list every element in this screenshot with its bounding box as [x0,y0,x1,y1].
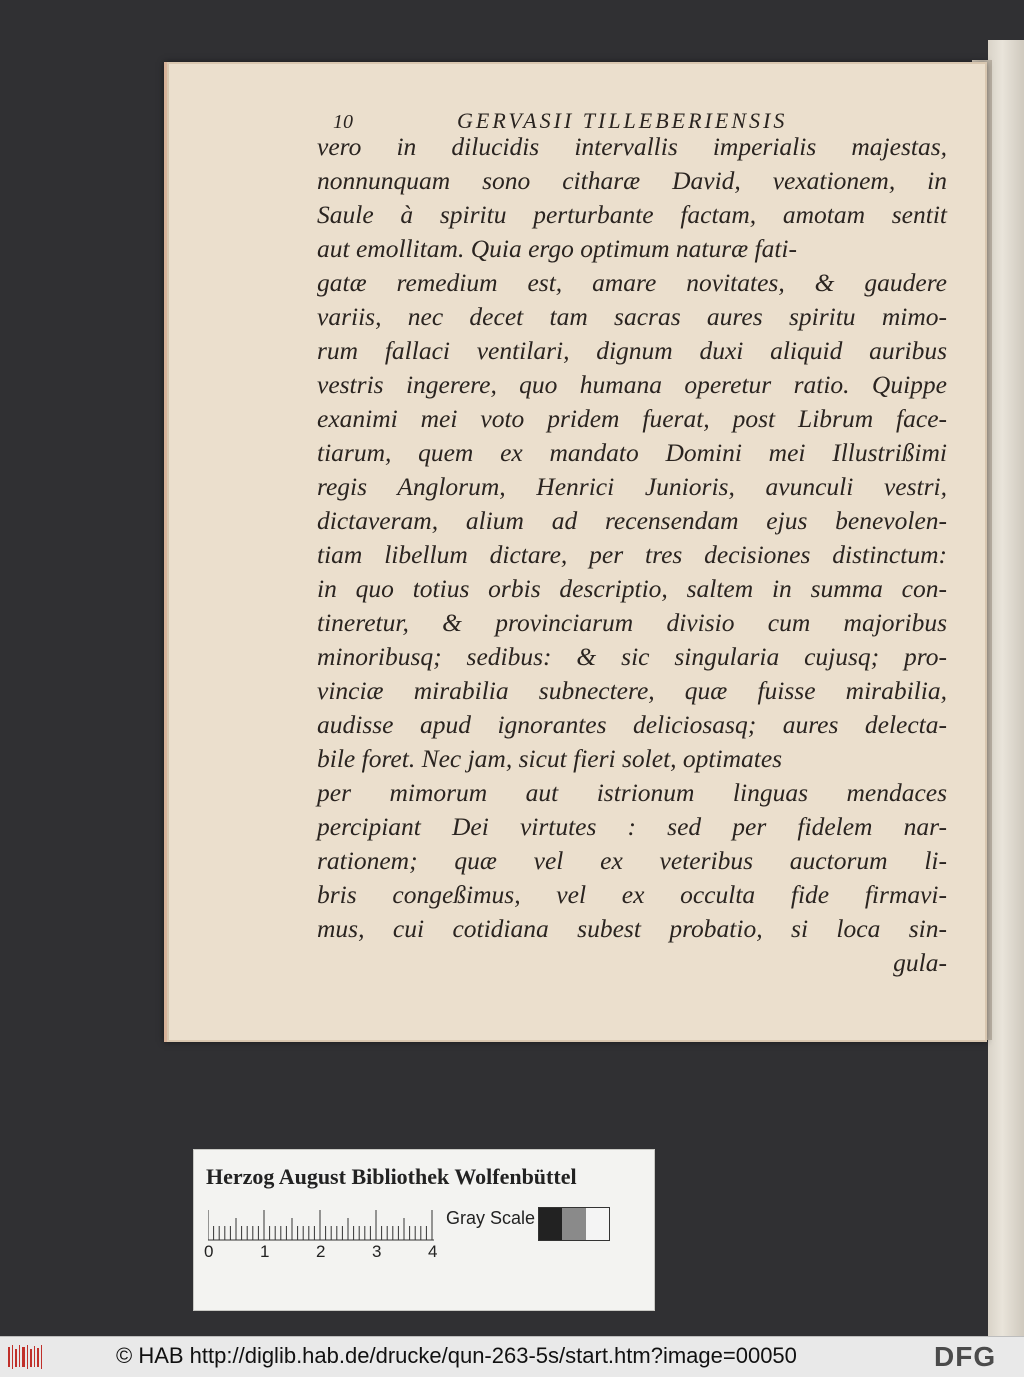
text-line: per mimorum aut istrionum linguas mendaces [317,778,947,807]
text-line: Saule à spiritu perturbante factam, amotam sentit [317,200,947,229]
text-line: tiam libellum dictare, per tres decisiones distinctum: [317,540,947,569]
text-line: exanimi mei voto pridem fuerat, post Librum face- [317,404,947,433]
text-line: vestris ingerere, quo humana operetur ratio. Quippe [317,370,947,399]
next-page-edge [988,40,1024,1336]
text-line: gatæ remedium est, amare novitates, & gaudere [317,268,947,297]
footer-bar [0,1336,1024,1377]
copyright-url: © HAB http://diglib.hab.de/drucke/qun-263-5s/start.htm?image=00050 [116,1343,797,1368]
text-line: vinciæ mirabilia subnectere, quæ fuisse mirabilia, [317,676,947,705]
ruler-number: 3 [372,1242,382,1261]
text-line: bris congeßimus, vel ex occulta fide firmavi- [317,880,947,909]
text-line: bile foret. Nec jam, sicut fieri solet, optimates [317,744,783,773]
hab-barcode-logo-icon [6,1343,46,1371]
text-line: rum fallaci ventilari, dignum duxi aliquid auribus [317,336,947,365]
ruler-number: 4 [428,1242,438,1261]
text-line: tineretur, & provinciarum divisio cum majoribus [317,608,947,637]
library-name: Herzog August Bibliothek Wolfenbüttel [206,1164,577,1189]
text-line: rationem; quæ vel ex veteribus auctorum li- [317,846,947,875]
page-text [317,130,947,980]
measurement-ruler [208,1206,436,1246]
gray-swatch [562,1208,585,1240]
gray-scale-swatches [538,1207,610,1241]
gray-swatch [539,1208,562,1240]
text-line: nonnunquam sono citharæ David, vexationem, in [317,166,947,195]
text-line: minoribusq; sedibus: & sic singularia cujusq; pro- [317,642,947,671]
ruler-numbers [204,1242,444,1264]
text-line: regis Anglorum, Henrici Junioris, avunculi vestri, [317,472,947,501]
text-line: in quo totius orbis descriptio, saltem in summa con- [317,574,947,603]
catchword: gula- [893,948,947,977]
ruler-ticks [208,1206,436,1246]
dfg-logo: DFG [934,1341,997,1372]
library-label-card [193,1149,655,1311]
running-title: GERVASII TILLEBERIENSIS [457,108,788,133]
gray-swatch [586,1208,609,1240]
text-line: mus, cui cotidiana subest probatio, si loca sin- [317,914,947,943]
text-line: percipiant Dei virtutes : sed per fidelem nar- [317,812,947,841]
text-line: dictaveram, alium ad recensendam ejus benevolen- [317,506,947,535]
ruler-number: 1 [260,1242,270,1261]
ruler-number: 2 [316,1242,326,1261]
page-number: 10 [333,111,353,133]
text-line: tiarum, quem ex mandato Domini mei Illustrißimi [317,438,947,467]
text-line: audisse apud ignorantes deliciosasq; aures delecta- [317,710,947,739]
text-line: variis, nec decet tam sacras aures spiritu mimo- [317,302,947,331]
gray-scale-label: Gray Scale [446,1208,536,1228]
ruler-number: 0 [204,1242,214,1261]
text-line: vero in dilucidis intervallis imperialis majestas, [317,132,947,161]
text-line: aut emollitam. Quia ergo optimum naturæ fati- [317,234,798,263]
book-page [164,62,987,1042]
